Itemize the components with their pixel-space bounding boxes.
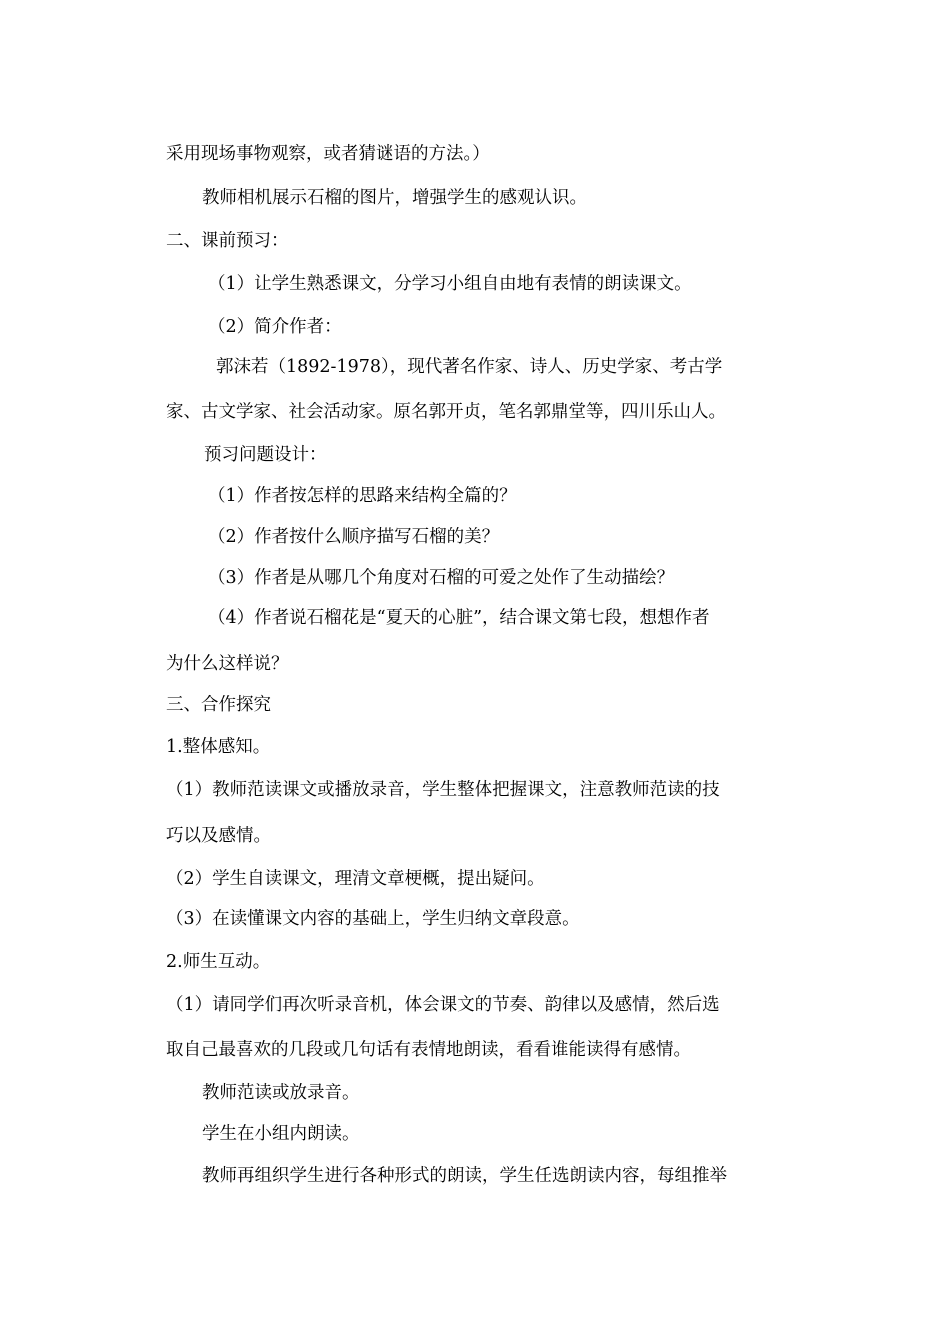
text-line-7: 家、古文学家、社会活动家。原名郭开贞，笔名郭鼎堂等，四川乐山人。 (166, 402, 726, 422)
text-line-8: 预习问题设计： (204, 445, 327, 465)
text-line-23: 教师范读或放录音。 (202, 1083, 360, 1103)
text-line-10: （2）作者按什么顺序描写石榴的美？ (208, 527, 500, 547)
text-line-3: 二、课前预习： (166, 231, 289, 251)
text-line-2: 教师相机展示石榴的图片，增强学生的感观认识。 (202, 188, 587, 208)
subheading-1: 1.整体感知。 (166, 737, 271, 757)
text-line-11: （3）作者是从哪几个角度对石榴的可爱之处作了生动描绘？ (208, 568, 675, 588)
text-line-25: 教师再组织学生进行各种形式的朗读，学生任选朗读内容，每组推举 (202, 1166, 727, 1186)
text-line-22: 取自己最喜欢的几段或几句话有表情地朗读，看看谁能读得有感情。 (166, 1040, 691, 1060)
text-line-16: （1）教师范读课文或播放录音，学生整体把握课文，注意教师范读的技 (166, 780, 720, 800)
text-line-12: （4）作者说石榴花是“夏天的心脏”，结合课文第七段，想想作者 (208, 608, 710, 628)
text-line-24: 学生在小组内朗读。 (202, 1124, 360, 1144)
text-line-18: （2）学生自读课文，理清文章梗概，提出疑问。 (166, 869, 545, 889)
text-line-4: （1）让学生熟悉课文，分学习小组自由地有表情的朗读课文。 (208, 274, 692, 294)
text-line-21: （1）请同学们再次听录音机，体会课文的节奏、韵律以及感情，然后选 (166, 995, 720, 1015)
text-line-1: 采用现场事物观察，或者猜谜语的方法。） (166, 144, 490, 164)
text-line-17: 巧以及感情。 (166, 826, 271, 846)
text-line-9: （1）作者按怎样的思路来结构全篇的？ (208, 486, 517, 506)
text-line-19: （3）在读懂课文内容的基础上，学生归纳文章段意。 (166, 909, 580, 929)
text-line-5: （2）简介作者： (208, 317, 342, 337)
subheading-2: 2.师生互动。 (166, 952, 271, 972)
text-line-13: 为什么这样说？ (166, 654, 289, 674)
text-line-6: 郭沫若（1892-1978），现代著名作家、诗人、历史学家、考古学 (216, 357, 723, 377)
section-heading-3: 三、合作探究 (166, 695, 271, 715)
